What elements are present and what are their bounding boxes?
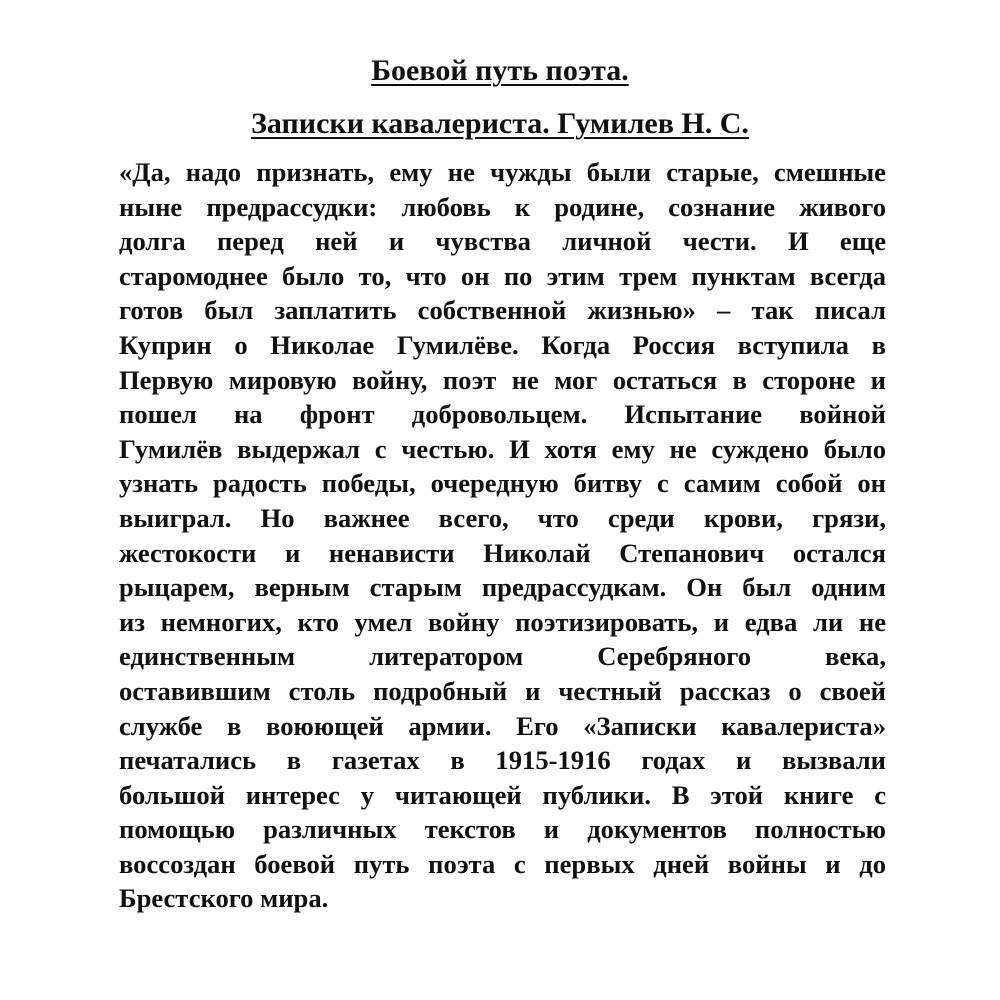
text-line: печатались в газетах в 1915-1916 годах и вызвали	[119, 745, 886, 776]
text-line: пошел на фронт добровольцем. Испытание войной	[119, 399, 886, 430]
text-line: большой интерес у читающей публики. В этой книге с	[119, 779, 886, 810]
text-line: Куприн о Николае Гумилёве. Когда Россия вступила в	[119, 329, 886, 360]
document-title: Боевой путь поэта.	[371, 54, 629, 87]
document-subtitle: Записки кавалериста. Гумилев Н. С.	[251, 107, 749, 140]
text-line: оставившим столь подробный и честный рассказ о своей	[119, 675, 886, 706]
text-line: «Да, надо признать, ему не чужды были старые, смешные	[119, 157, 886, 187]
text-line: ныне предрассудки: любовь к родине, сознание живого	[119, 191, 886, 222]
text-line: Первую мировую войну, поэт не мог остаться в стороне и	[119, 364, 886, 395]
text-line: помощью различных текстов и документов полностью	[119, 814, 886, 845]
text-line: воссоздан боевой путь поэта с первых дней войны и до	[119, 848, 886, 879]
body-paragraph	[119, 155, 886, 916]
text-line: готов был заплатить собственной жизнью» – так писал	[119, 295, 886, 326]
text-line: старомоднее было то, что он по этим трем пунктам всегда	[119, 260, 886, 291]
text-line: рыцарем, верным старым предрассудкам. Он был одним	[119, 572, 886, 603]
text-line: службе в воюющей армии. Его «Записки кавалериста»	[119, 710, 886, 741]
text-line: долга перед ней и чувства личной чести. И еще	[119, 226, 886, 257]
text-line: Брестского мира.	[119, 883, 329, 914]
text-line: жестокости и ненависти Николай Степанович остался	[119, 537, 886, 568]
text-line: выиграл. Но важнее всего, что среди крови, грязи,	[119, 502, 886, 533]
text-line: узнать радость победы, очередную битву с самим собой он	[119, 468, 886, 499]
text-line: Гумилёв выдержал с честью. И хотя ему не суждено было	[119, 433, 886, 464]
text-line: из немногих, кто умел войну поэтизировать, и едва ли не	[119, 606, 886, 637]
text-line: единственным литератором Серебряного века,	[119, 641, 886, 672]
